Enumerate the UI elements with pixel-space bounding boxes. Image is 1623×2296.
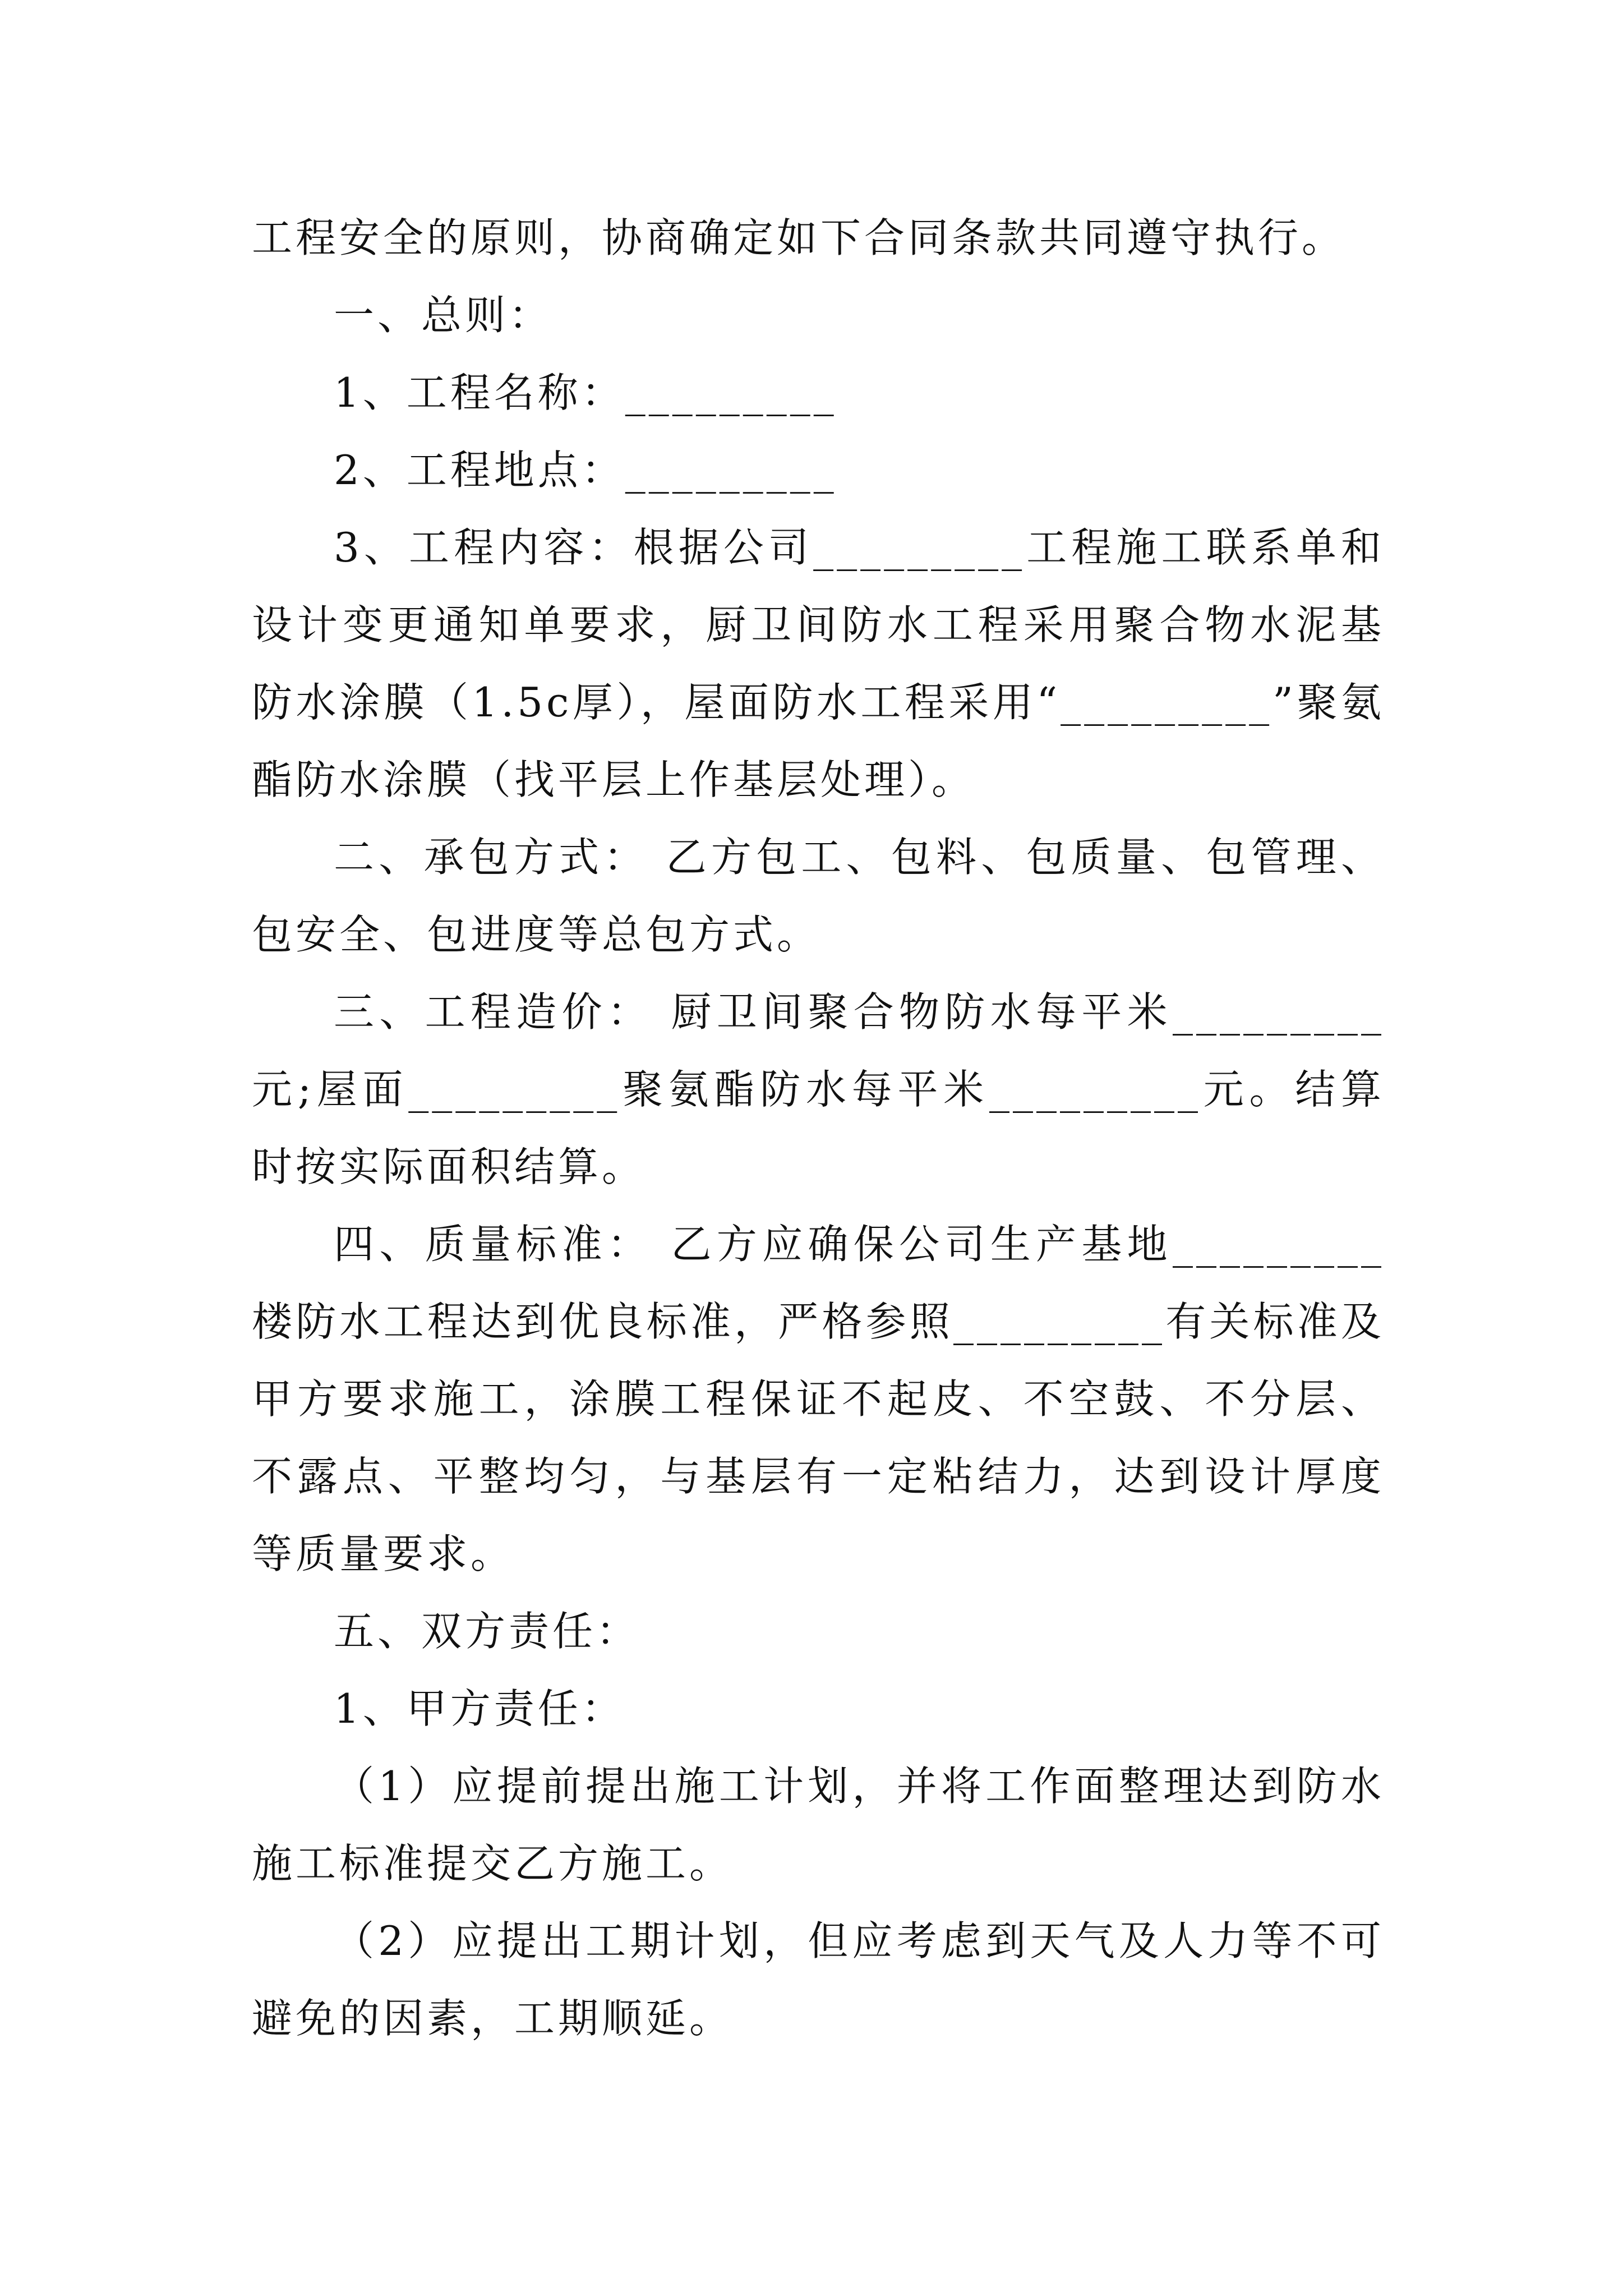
clause-project-location: 2、工程地点：_________: [334, 447, 837, 494]
heading-general-provisions: 一、总则：: [334, 292, 553, 339]
clause-project-cost: 三、工程造价： 厨卫间聚合物防水每平米_________元;屋面_________聚氨酯防水每平米_________元。结算时按实际面积结算。: [252, 988, 1385, 1190]
heading-responsibilities: 五、双方责任：: [334, 1608, 640, 1655]
clause-project-name: 1、工程名称：_________: [334, 369, 837, 416]
heading-party-a-responsibilities: 1、甲方责任：: [334, 1685, 625, 1732]
clause-contract-method: 二、承包方式： 乙方包工、包料、包质量、包管理、包安全、包进度等总包方式。: [252, 834, 1385, 958]
item-party-a-2: （2）应提出工期计划，但应考虑到天气及人力等不可避免的因素，工期顺延。: [252, 1917, 1385, 2042]
paragraph-intro-continuation: 工程安全的原则，协商确定如下合同条款共同遵守执行。: [252, 214, 1346, 261]
clause-quality-standard: 四、质量标准： 乙方应确保公司生产基地_________楼防水工程达到优良标准，严格参照_________有关标准及甲方要求施工，涂膜工程保证不起皮、不空鼓、不分层、不露点、平整均匀，与基层有一定粘结力，达到设计厚度等质量要求。: [252, 1221, 1385, 1577]
item-party-a-1: （1）应提前提出施工计划，并将工作面整理达到防水施工标准提交乙方施工。: [252, 1763, 1385, 1887]
contract-body: [252, 199, 1385, 2057]
clause-project-content: 3、工程内容：根据公司_________工程施工联系单和设计变更通知单要求，厨卫间防水工程采用聚合物水泥基防水涂膜（1.5c厚），屋面防水工程采用“_________”聚氨酯防水涂膜（找平层上作基层处理）。: [252, 524, 1385, 803]
